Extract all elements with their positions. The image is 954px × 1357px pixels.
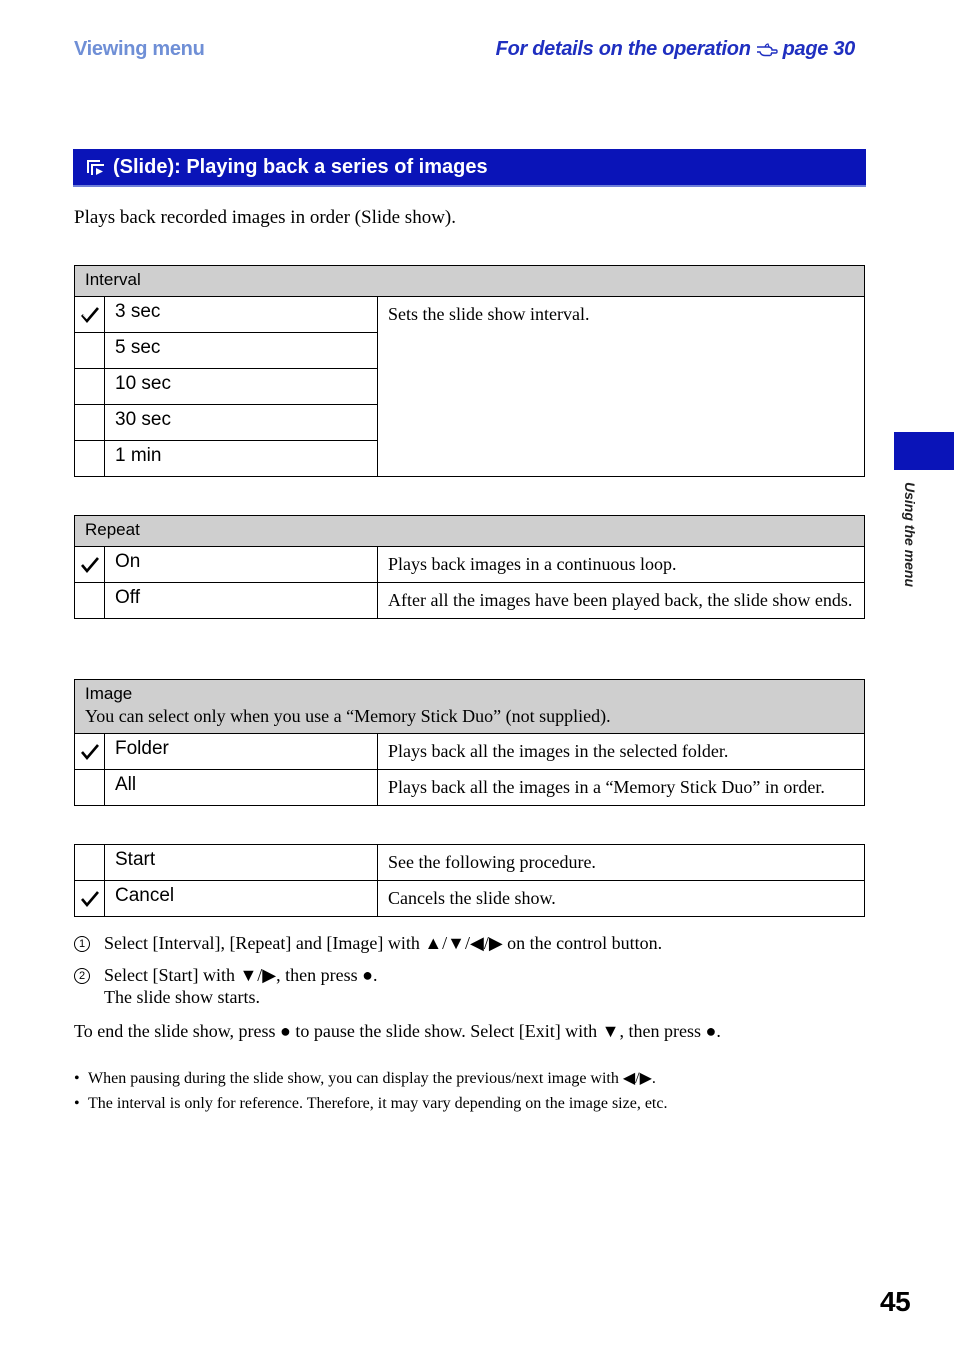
option-description: See the following procedure. (378, 845, 865, 881)
end-instructions: To end the slide show, press ● to pause the slide show. Select [Exit] with ▼, then press ●. (74, 1021, 721, 1041)
option-label: 30 sec (105, 405, 378, 441)
option-label: 5 sec (105, 333, 378, 369)
chapter-tab-label: Using the menu (902, 482, 918, 588)
details-reference (496, 38, 855, 61)
image-heading: Image (85, 684, 133, 703)
table-row (75, 734, 865, 770)
table-row (75, 845, 865, 881)
notes-list (74, 1066, 667, 1116)
option-description: Plays back all the images in the selected folder. (378, 734, 865, 770)
details-prefix: For details on the operation (495, 38, 751, 60)
option-label: Cancel (105, 881, 378, 917)
option-label: 10 sec (105, 369, 378, 405)
step-subtext: The slide show starts. (104, 987, 260, 1007)
checkmark-icon (80, 890, 100, 908)
slide-show-icon (85, 157, 107, 177)
section-heading-bar (73, 149, 866, 187)
option-description: Plays back images in a continuous loop. (378, 547, 865, 583)
checkmark-icon (80, 743, 100, 761)
chapter-tab-marker (894, 432, 954, 470)
option-label: 1 min (105, 441, 378, 477)
repeat-heading: Repeat (75, 516, 865, 547)
step-text: Select [Interval], [Repeat] and [Image] with ▲/▼/◀/▶ on the control button. (104, 933, 663, 953)
table-row (75, 297, 865, 333)
list-item: • When pausing during the slide show, you can display the previous/next image with ◀/▶. (74, 1070, 656, 1087)
interval-heading: Interval (75, 266, 865, 297)
default-check-cell (75, 881, 105, 917)
option-label: Folder (105, 734, 378, 770)
table-row (75, 583, 865, 619)
table-row (75, 770, 865, 806)
option-description: Sets the slide show interval. (378, 297, 865, 477)
step-text: Select [Start] with ▼/▶, then press ●. (104, 965, 378, 985)
option-description: After all the images have been played back, the slide show ends. (378, 583, 865, 619)
option-description: Plays back all the images in a “Memory Stick Duo” in order. (378, 770, 865, 806)
default-check-cell (75, 547, 105, 583)
option-label: Off (105, 583, 378, 619)
pointing-hand-icon (756, 42, 778, 58)
image-table (74, 679, 865, 806)
page-title: (Slide): Playing back a series of images (113, 155, 488, 178)
section-title: Viewing menu (74, 38, 205, 60)
list-item: • The interval is only for reference. Therefore, it may vary depending on the image size, etc. (74, 1095, 668, 1112)
details-page: page 30 (782, 38, 855, 60)
table-row (75, 547, 865, 583)
intro-text: Plays back recorded images in order (Slide show). (74, 207, 457, 228)
interval-table (74, 265, 865, 477)
step-number: 2 (74, 968, 90, 984)
step-1 (74, 932, 864, 954)
default-check-cell (75, 734, 105, 770)
option-label: On (105, 547, 378, 583)
step-number: 1 (74, 936, 90, 952)
option-label: Start (105, 845, 378, 881)
table-row (75, 881, 865, 917)
step-2 (74, 964, 864, 1008)
checkmark-icon (80, 556, 100, 574)
image-heading-cell (75, 680, 865, 734)
option-description: Cancels the slide show. (378, 881, 865, 917)
option-label: 3 sec (105, 297, 378, 333)
repeat-table (74, 515, 865, 619)
option-label: All (105, 770, 378, 806)
page-number: 45 (880, 1286, 911, 1317)
image-note: You can select only when you use a “Memory Stick Duo” (not supplied). (85, 706, 611, 726)
procedure-steps (74, 932, 864, 1018)
checkmark-icon (80, 306, 100, 324)
default-check-cell (75, 297, 105, 333)
actions-table (74, 844, 865, 917)
